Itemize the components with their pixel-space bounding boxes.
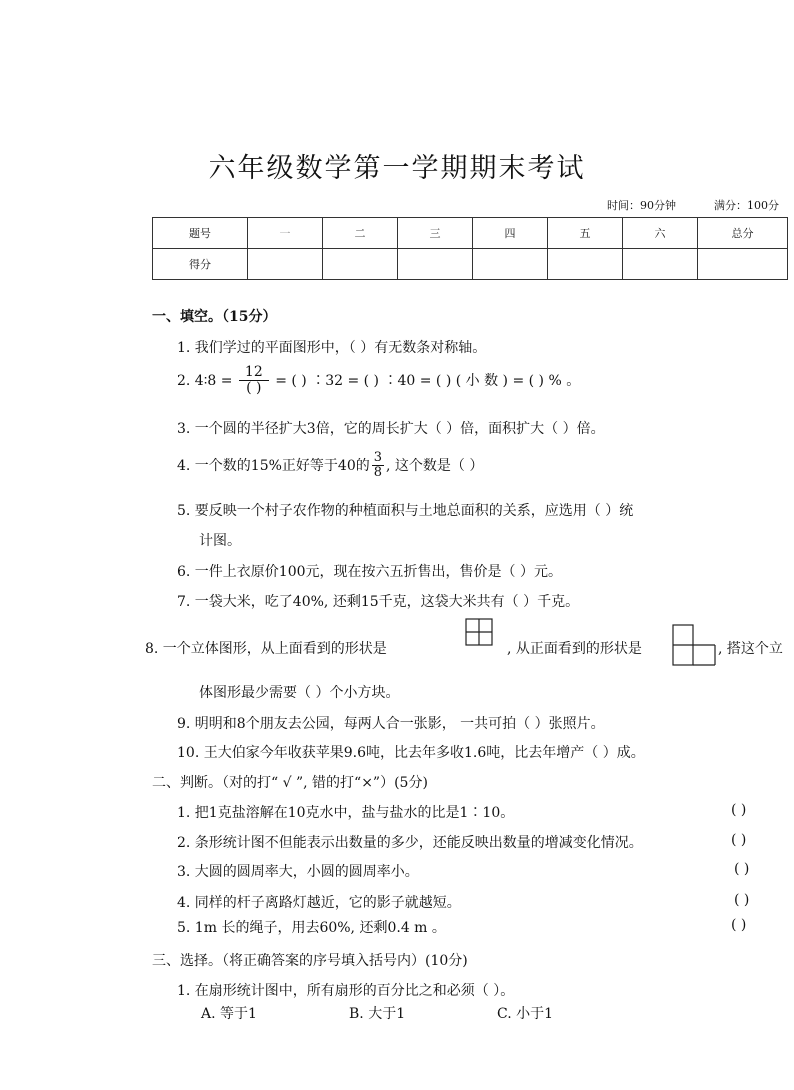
header-cell: 三 <box>398 218 473 249</box>
judge-blank-5[interactable]: ( ) <box>731 917 747 933</box>
fraction <box>239 365 269 397</box>
header-cell: 一 <box>248 218 323 249</box>
score-cell[interactable] <box>698 249 788 280</box>
header-cell: 二 <box>323 218 398 249</box>
question-1-6: 6. 一件上衣原价100元，现在按六五折售出，售价是（ ）元。 <box>177 564 562 580</box>
page-title: 六年级数学第一学期期末考试 <box>208 153 586 184</box>
score-table-header-row <box>153 218 788 249</box>
question-1-8-c: , 搭这个立 <box>718 641 783 657</box>
judge-blank-2[interactable]: ( ) <box>731 832 747 848</box>
question-1-4 <box>177 451 483 481</box>
row-label: 得分 <box>153 249 248 280</box>
judge-item-4: 4. 同样的杆子离路灯越近，它的影子就越短。 <box>177 895 461 911</box>
question-1-8-cont: 体图形最少需要（ ）个小方块。 <box>199 685 400 701</box>
header-cell: 六 <box>623 218 698 249</box>
fraction-denominator: ( ) <box>246 380 262 397</box>
judge-item-3: 3. 大圆的圆周率大，小圆的圆周率小。 <box>177 864 419 880</box>
question-1-8-a: 8. 一个立体图形，从上面看到的形状是 <box>145 641 387 657</box>
section3-heading: 三、选择。（将正确答案的序号填入括号内）(10分) <box>152 953 468 969</box>
header-cell: 四 <box>473 218 548 249</box>
score-cell[interactable] <box>623 249 698 280</box>
question-1-1: 1. 我们学过的平面图形中，（ ）有无数条对称轴。 <box>177 340 487 356</box>
choice-question-1: 1. 在扇形统计图中，所有扇形的百分比之和必须（ ）。 <box>177 983 515 999</box>
q2-rest: = ( ) ∶32 = ( ) ∶40 = ( ) ( 小 数 ) = ( ) % 。 <box>275 372 581 389</box>
question-1-2 <box>177 365 580 397</box>
header-cell: 总分 <box>698 218 788 249</box>
q4-rest: , 这个数是（ ） <box>386 457 484 474</box>
header-cell: 题号 <box>153 218 248 249</box>
option-c[interactable]: C. 小于1 <box>497 1006 554 1022</box>
front-view-figure <box>672 624 718 666</box>
header-cell: 五 <box>548 218 623 249</box>
fraction-numerator: 12 <box>239 365 269 381</box>
score-cell[interactable] <box>473 249 548 280</box>
fraction-numerator: 3 <box>373 450 383 465</box>
option-b[interactable]: B. 大于1 <box>349 1006 406 1022</box>
question-1-9: 9. 明明和8个朋友去公园，每两人合一张影， 一共可拍（ ）张照片。 <box>177 716 605 732</box>
exam-time: 时间：90分钟 <box>607 199 676 212</box>
judge-item-5: 5. 1m 长的绳子，用去60%, 还剩0.4 m 。 <box>177 920 446 936</box>
full-score: 满分：100分 <box>714 199 779 212</box>
section1-heading: 一、填空。（15分） <box>152 309 277 325</box>
top-view-figure <box>465 618 495 648</box>
judge-item-1: 1. 把1克盐溶解在10克水中，盐与盐水的比是1∶10。 <box>177 805 515 821</box>
option-a[interactable]: A. 等于1 <box>201 1006 257 1022</box>
q2-lead: 2. 4∶8 = <box>177 372 233 389</box>
fraction-denominator: 8 <box>373 465 383 481</box>
judge-blank-3[interactable]: ( ) <box>734 861 750 877</box>
question-1-5-cont: 计图。 <box>199 533 241 549</box>
question-1-5: 5. 要反映一个村子农作物的种植面积与土地总面积的关系，应选用（ ）统 <box>177 503 634 519</box>
question-1-10: 10. 王大伯家今年收获苹果9.6吨，比去年多收1.6吨，比去年增产（ ）成。 <box>177 745 645 761</box>
score-cell[interactable] <box>248 249 323 280</box>
score-cell[interactable] <box>548 249 623 280</box>
score-cell[interactable] <box>398 249 473 280</box>
section2-heading: 二、判断。（对的打“ √ ”, 错的打“×”）(5分) <box>152 775 428 791</box>
score-table <box>152 217 788 280</box>
score-cell[interactable] <box>323 249 398 280</box>
judge-item-2: 2. 条形统计图不但能表示出数量的多少，还能反映出数量的增减变化情况。 <box>177 835 643 851</box>
question-1-8-b: , 从正面看到的形状是 <box>507 641 642 657</box>
score-table-score-row <box>153 249 788 280</box>
fraction <box>372 451 384 481</box>
q4-lead: 4. 一个数的15%正好等于40的 <box>177 457 370 474</box>
judge-blank-4[interactable]: ( ) <box>734 892 750 908</box>
question-1-7: 7. 一袋大米，吃了40%, 还剩15千克，这袋大米共有（ ）千克。 <box>177 594 580 610</box>
question-1-3: 3. 一个圆的半径扩大3倍，它的周长扩大（ ）倍，面积扩大（ ）倍。 <box>177 421 605 437</box>
judge-blank-1[interactable]: ( ) <box>731 802 747 818</box>
